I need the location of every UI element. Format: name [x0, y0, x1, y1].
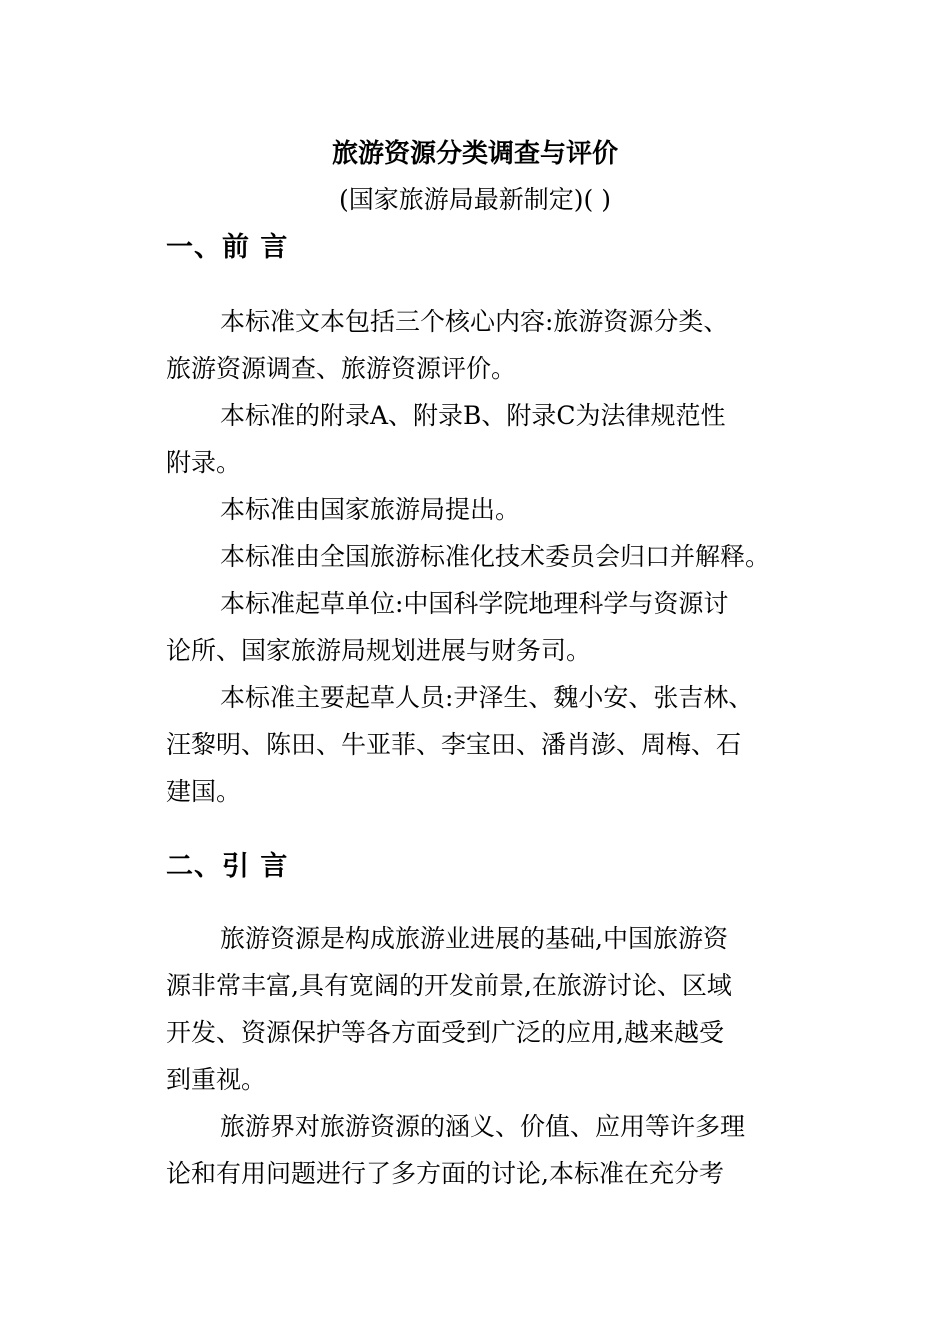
- paragraph-line: 本标准的附录A、附录B、附录C为法律规范性: [220, 401, 726, 430]
- paragraph-line: 本标准文本包括三个核心内容:旅游资源分类、: [220, 307, 729, 336]
- paragraph-line: 附录。: [166, 448, 242, 477]
- paragraph-line: 汪黎明、陈田、牛亚菲、李宝田、潘肖澎、周梅、石: [166, 730, 742, 759]
- paragraph-line: 源非常丰富,具有宽阔的开发前景,在旅游讨论、区域: [166, 971, 732, 1000]
- paragraph: [166, 674, 806, 815]
- paragraph-line: 旅游资源调查、旅游资源评价。: [166, 354, 517, 383]
- paragraph-line: 本标准主要起草人员:尹泽生、魏小安、张吉林、: [220, 683, 754, 712]
- section-heading-foreword: 一、前 言: [166, 232, 289, 263]
- paragraph: [166, 298, 806, 392]
- section-heading-introduction: 二、引 言: [166, 851, 289, 882]
- paragraph: [166, 392, 806, 486]
- document-title: 旅游资源分类调查与评价: [331, 139, 618, 169]
- paragraph-line: 旅游界对旅游资源的涵义、价值、应用等许多理: [220, 1112, 746, 1141]
- paragraph-line: 论和有用问题进行了多方面的讨论,本标准在充分考: [166, 1159, 724, 1188]
- paragraph-line: 本标准由国家旅游局提出。: [220, 495, 521, 524]
- paragraph-line: 到重视。: [166, 1065, 267, 1094]
- paragraph: [166, 1103, 806, 1197]
- paragraph-line: 建国。: [166, 777, 242, 806]
- document-subtitle: (国家旅游局最新制定)( ): [339, 185, 611, 214]
- paragraph-line: 论所、国家旅游局规划进展与财务司。: [166, 636, 592, 665]
- paragraph-line: 本标准起草单位:中国科学院地理科学与资源讨: [220, 589, 729, 618]
- paragraph: [166, 580, 806, 674]
- paragraph-line: 开发、资源保护等各方面受到广泛的应用,越来越受: [166, 1018, 724, 1047]
- paragraph-line: 本标准由全国旅游标准化技术委员会归口并解释。: [220, 542, 771, 571]
- paragraph: [166, 486, 806, 533]
- paragraph: [166, 915, 806, 1103]
- paragraph-line: 旅游资源是构成旅游业进展的基础,中国旅游资: [220, 924, 728, 953]
- paragraph: [166, 533, 806, 580]
